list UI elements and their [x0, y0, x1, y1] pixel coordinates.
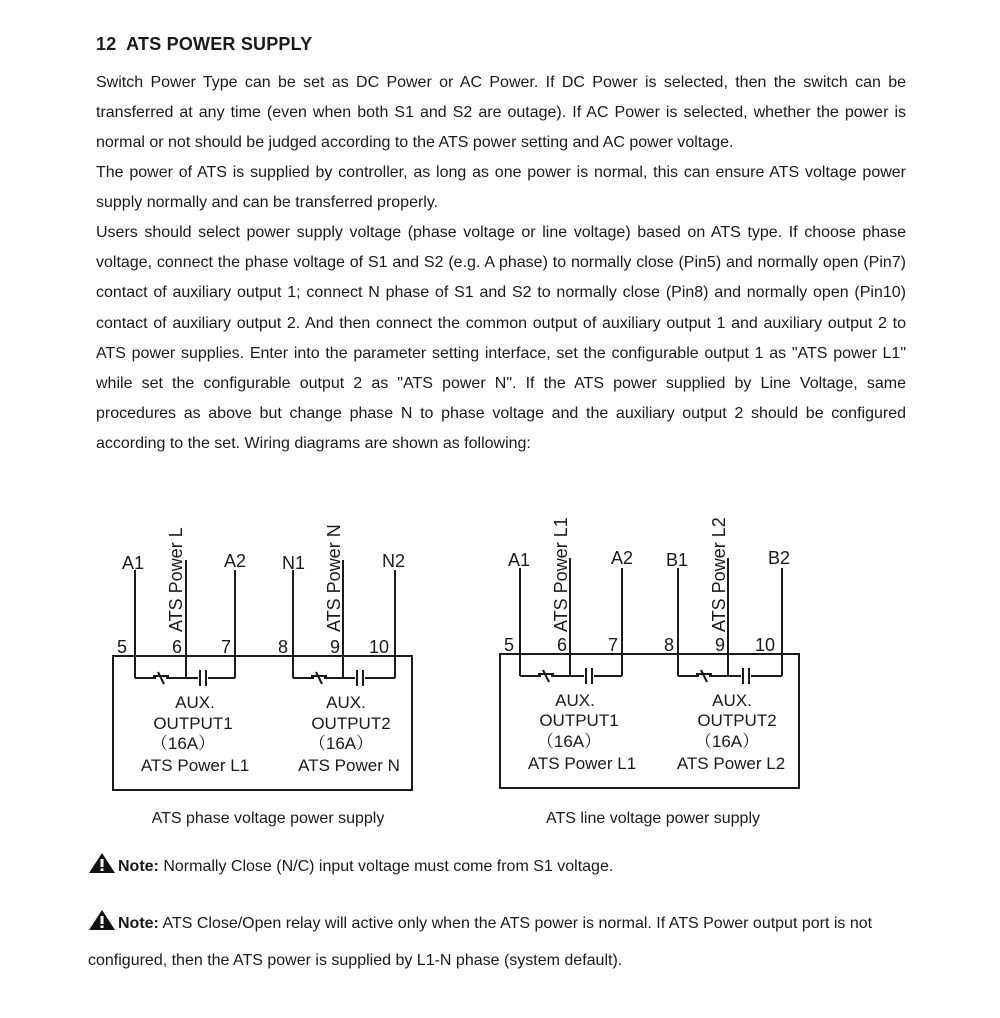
line-pin-8: 8 — [664, 635, 675, 655]
paragraph-ats-power-source: The power of ATS is supplied by controller, as long as one power is normal, this can ensure ATS voltage power supply normally and can be transferred properly. — [96, 164, 906, 212]
phase-out2-line4: ATS Power N — [298, 756, 400, 775]
line-out2-line2: OUTPUT2 — [697, 711, 777, 730]
phase-label-n1: N1 — [282, 553, 306, 573]
phase-label-ats-power-n: ATS Power N — [324, 524, 344, 632]
line-label-ats-power-l2: ATS Power L2 — [709, 517, 729, 632]
section-number: 12 — [96, 34, 117, 54]
phase-out1-line3: （16A） — [150, 734, 216, 753]
line-out1-line4: ATS Power L1 — [527, 754, 637, 773]
phase-out1-line4: ATS Power L1 — [140, 756, 250, 775]
note-1 — [88, 852, 613, 876]
wiring-diagrams — [0, 490, 1000, 800]
line-out1-line1: AUX. — [555, 691, 595, 710]
line-out2-line3: （16A） — [694, 732, 760, 751]
warning-triangle-icon — [88, 852, 116, 874]
phase-label-n2: N2 — [382, 551, 406, 571]
line-pin-10: 10 — [755, 635, 776, 655]
phase-diagram-caption: ATS phase voltage power supply — [151, 810, 385, 827]
line-pin-5: 5 — [504, 635, 515, 655]
note-2 — [88, 905, 908, 979]
line-pin-7: 7 — [608, 635, 619, 655]
note-2-text: ATS Close/Open relay will active only when the ATS power is normal. If ATS Power output port is not configured, then the ATS power is supplied by L1-N phase (system default). — [88, 915, 873, 969]
phase-out2-line2: OUTPUT2 — [311, 714, 391, 733]
phase-pin-6: 6 — [172, 637, 183, 657]
phase-label-ats-power-l: ATS Power L — [166, 527, 186, 632]
phase-out1-line1: AUX. — [175, 693, 215, 712]
phase-pin-5: 5 — [117, 637, 128, 657]
line-diagram-caption: ATS line voltage power supply — [545, 810, 761, 827]
line-out1-line2: OUTPUT1 — [539, 711, 619, 730]
line-out2-line1: AUX. — [712, 691, 752, 710]
line-label-b2: B2 — [768, 548, 791, 568]
note-1-label: Note: — [118, 858, 159, 875]
line-label-a1: A1 — [508, 550, 531, 570]
section-title: ATS POWER SUPPLY — [126, 34, 313, 54]
phase-pin-9: 9 — [330, 637, 341, 657]
line-out1-line3: （16A） — [536, 732, 602, 751]
line-out2-line4: ATS Power L2 — [676, 754, 786, 773]
phase-out2-line1: AUX. — [326, 693, 366, 712]
phase-pin-7: 7 — [221, 637, 232, 657]
phase-label-a2: A2 — [224, 551, 247, 571]
warning-triangle-icon — [88, 909, 116, 931]
line-pin-6: 6 — [557, 635, 568, 655]
section-heading — [96, 34, 312, 55]
line-label-b1: B1 — [666, 550, 689, 570]
phase-pin-10: 10 — [369, 637, 390, 657]
phase-label-a1: A1 — [122, 553, 145, 573]
phase-out1-line2: OUTPUT1 — [153, 714, 233, 733]
line-label-a2: A2 — [611, 548, 634, 568]
paragraph-wiring-instructions: Users should select power supply voltage (phase voltage or line voltage) based on ATS type. If choose phase voltage, connect the phase voltage of S1 and S2 (e.g. A phase) to normally close (Pin5) and normally open (Pin7) contact of auxiliary output 1; connect N phase of S1 and S2 to normally close (Pin8) and normally open (Pin10) contact of auxiliary output 2. And then connect the common output of auxiliary output 1 and auxiliary output 2 to ATS power supplies. Enter into the parameter setting interface, set the configurable output 1 as "ATS power L1" while set the configurable output 2 as "ATS power N". If the ATS power supplied by Line Voltage, same procedures as above but change phase N to phase voltage and the auxiliary output 2 should be configured according to the set. Wiring diagrams are shown as following: — [96, 224, 906, 453]
line-pin-9: 9 — [715, 635, 726, 655]
phase-out2-line3: （16A） — [308, 734, 374, 753]
paragraph-switch-power-type: Switch Power Type can be set as DC Power or AC Power. If DC Power is selected, then the switch can be transferred at any time (even when both S1 and S2 are outage). If AC Power is selected, whether the power is normal or not should be judged according to the ATS power setting and AC power voltage. — [96, 74, 906, 152]
line-label-ats-power-l1: ATS Power L1 — [551, 517, 571, 632]
note-2-label: Note: — [118, 915, 159, 932]
phase-pin-8: 8 — [278, 637, 289, 657]
note-1-text: Normally Close (N/C) input voltage must come from S1 voltage. — [163, 858, 614, 875]
